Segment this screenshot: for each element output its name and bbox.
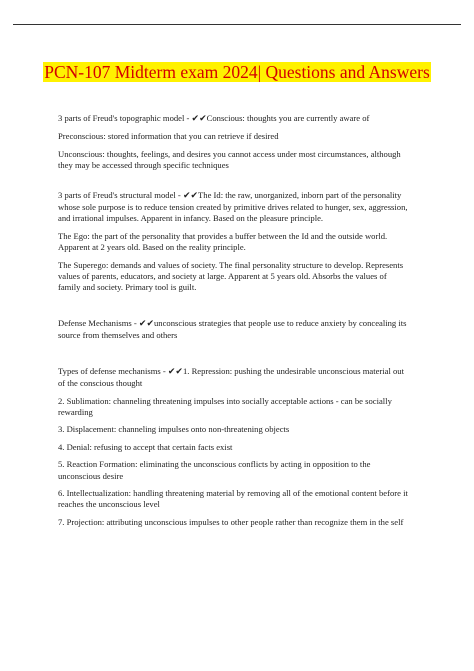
question-text: 3 parts of Freud's structural model - [58,189,183,200]
answer-text: The Id: the raw, unorganized, inborn part of the personality whose sole purpose is to reduce tension created by primitive drives related to hunger, sex, aggression, and irrational impulses. Apparent in infancy. Based on the pleasure principle. [58,189,408,224]
answer-preconscious: Preconscious: stored information that you can retrieve if desired [58,131,279,142]
question-topographic [58,113,408,125]
list-item: 5. Reaction Formation: eliminating the unconscious conflicts by acting in opposition to the unconscious desire [58,459,371,481]
list-item: 3. Displacement: channeling impulses onto non-threatening objects [58,424,290,435]
question-text: Defense Mechanisms - [58,317,139,328]
answer-text: Conscious: thoughts you are currently aware of [206,113,370,123]
question-structural [58,190,408,225]
check-marks-icon: ✔✔ [167,366,183,377]
list-item: 6. Intellectualization: handling threatening material by removing all of the emotional content before it reaches the unconscious level [58,487,408,510]
question-types [58,366,408,390]
check-marks-icon: ✔✔ [138,318,154,329]
question-defense [58,318,408,342]
answer-ego: The Ego: the part of the personality that provides a buffer between the Id and the outside world. Apparent at 2 years old. Based on the reality principle. [58,230,388,253]
title-text: PCN-107 Midterm exam 2024| Questions and Answers [44,62,430,82]
list-item: 7. Projection: attributing unconscious impulses to other people rather than recognize them in the self [58,516,404,527]
answer-text: 1. Repression: pushing the undesirable unconscious material out of the conscious thought [58,365,404,389]
check-marks-icon: ✔✔ [182,190,199,201]
list-item: 2. Sublimation: channeling threatening impulses into socially acceptable actions - can be socially rewarding [58,395,392,417]
question-text: 3 parts of Freud's topographic model - [58,113,192,123]
list-item: 4. Denial: refusing to accept that certain facts exist [58,441,233,452]
document-title [40,61,434,83]
question-text: Types of defense mechanisms - [58,365,168,376]
answer-superego: The Superego: demands and values of society. The final personality structure to develop. Represents values of parents, educators, and society at large. Apparent at 5 years old. Absorbs the values of family and society. Primary tool is guilt. [58,259,404,293]
answer-text: unconscious strategies that people use to reduce anxiety by concealing its source from themselves and others [58,317,407,341]
top-rule [13,24,461,25]
document-content [58,113,408,534]
answer-unconscious: Unconscious: thoughts, feelings, and desires you cannot access under most circumstances, although they may be accessed through specific techniques [58,148,401,171]
check-marks-icon: ✔✔ [191,114,207,124]
